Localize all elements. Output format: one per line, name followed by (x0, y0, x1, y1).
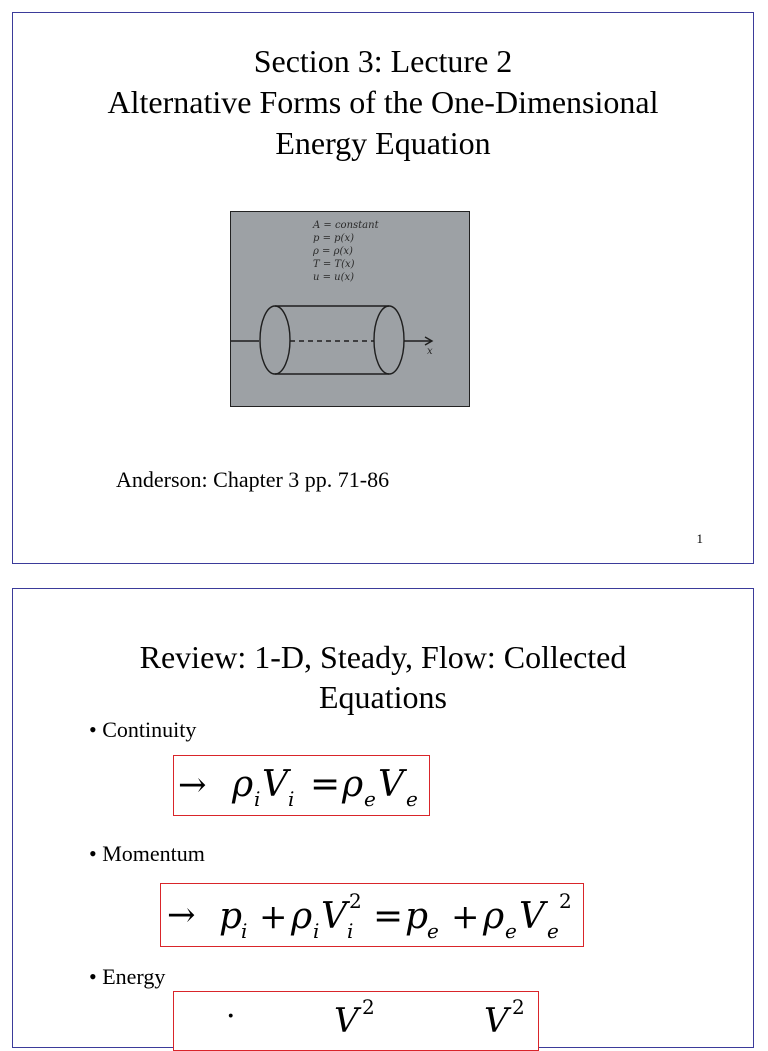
bullet-continuity: • Continuity (89, 717, 197, 742)
slide-2 (12, 588, 754, 1048)
figure-label-area: A = constant (313, 220, 379, 231)
velocity-symbol: V (378, 764, 404, 805)
velocity-symbol: V (262, 764, 288, 805)
velocity-symbol: V (519, 896, 545, 937)
page-number: 1 (696, 531, 703, 546)
title-line-2: Alternative Forms of the One-Dimensional (107, 84, 659, 120)
subscript: i (347, 919, 354, 943)
velocity-symbol: V (484, 1001, 509, 1041)
plus-symbol: + (259, 897, 288, 937)
superscript: 2 (559, 889, 572, 913)
slide-1-title (13, 41, 753, 164)
title-line-1: Review: 1-D, Steady, Flow: Collected (139, 639, 627, 675)
subscript: e (505, 919, 517, 943)
subscript: e (364, 787, 376, 811)
subscript: i (313, 919, 320, 943)
figure-label-temperature: T = T(x) (313, 259, 355, 270)
plus-symbol: + (451, 897, 480, 937)
dot-symbol: · (226, 999, 236, 1034)
equals-symbol: = (310, 764, 341, 805)
subscript: i (241, 919, 248, 943)
rho-symbol: ρ (342, 764, 364, 805)
superscript: 2 (349, 889, 362, 913)
bullet-momentum: • Momentum (89, 841, 205, 866)
title-line-1: Section 3: Lecture 2 (253, 43, 513, 79)
arrow-symbol: → (167, 895, 196, 935)
velocity-symbol: V (321, 896, 347, 937)
cylinder-figure (230, 211, 470, 407)
equals-symbol: = (373, 896, 404, 937)
pressure-symbol: p (405, 896, 429, 937)
subscript: i (288, 787, 295, 811)
superscript: 2 (512, 995, 525, 1019)
reference-text: Anderson: Chapter 3 pp. 71-86 (116, 467, 390, 492)
arrow-symbol: → (178, 765, 207, 805)
subscript: e (406, 787, 418, 811)
energy-equation (173, 991, 539, 1051)
velocity-symbol: V (334, 1001, 359, 1041)
title-line-3: Energy Equation (275, 125, 491, 161)
title-line-2: Equations (319, 679, 447, 715)
pressure-symbol: p (219, 896, 243, 937)
rho-symbol: ρ (232, 764, 254, 805)
figure-label-pressure: p = p(x) (313, 233, 354, 244)
slide-2-title (13, 637, 753, 717)
slide-1 (12, 12, 754, 564)
subscript: i (254, 787, 261, 811)
figure-label-velocity: u = u(x) (313, 272, 355, 283)
subscript: e (547, 919, 559, 943)
rho-symbol: ρ (483, 896, 505, 937)
momentum-equation (160, 883, 584, 947)
continuity-equation (173, 755, 430, 816)
rho-symbol: ρ (291, 896, 313, 937)
figure-label-density: ρ = ρ(x) (313, 246, 353, 257)
bullet-energy: • Energy (89, 964, 166, 989)
subscript: e (427, 919, 439, 943)
superscript: 2 (362, 995, 375, 1019)
figure-axis-label: x (427, 346, 433, 357)
